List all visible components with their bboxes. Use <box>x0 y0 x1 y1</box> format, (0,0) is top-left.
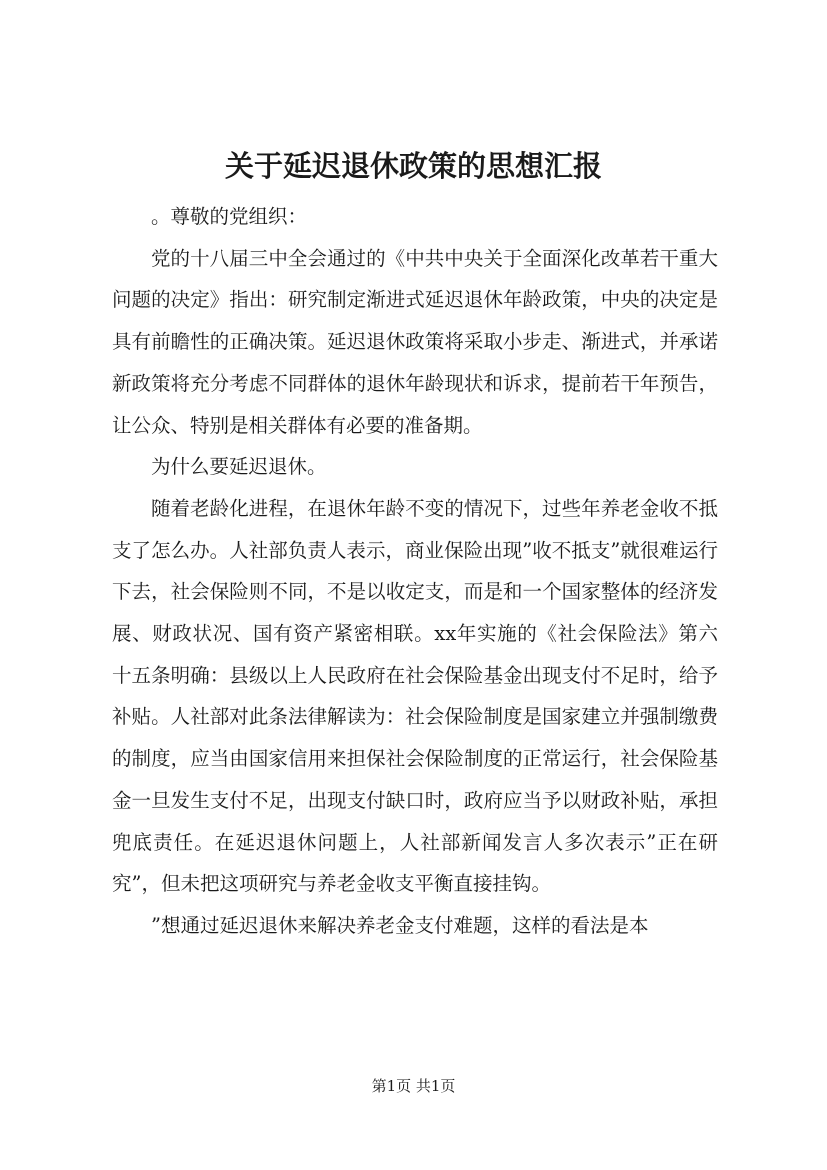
document-body <box>112 196 718 947</box>
paragraph-pension: 随着老龄化进程，在退休年龄不变的情况下，过些年养老金收不抵支了怎么办。人社部负责人表示，商业保险出现”收不抵支”就很难运行下去，社会保险则不同，不是以收定支，而是和一个国家整体的经济发展、财政状况、国有资产紧密相联。xx年实施的《社会保险法》第六十五条明确：县级以上人民政府在社会保险基金出现支付不足时，给予补贴。人社部对此条法律解读为：社会保险制度是国家建立并强制缴费的制度，应当由国家信用来担保社会保险制度的正常运行，社会保险基金一旦发生支付不足，出现支付缺口时，政府应当予以财政补贴，承担兜底责任。在延迟退休问题上，人社部新闻发言人多次表示”正在研究”，但未把这项研究与养老金收支平衡直接挂钩。 <box>112 496 718 896</box>
salutation: 。尊敬的党组织： <box>151 205 308 228</box>
paragraph-decision: 党的十八届三中全会通过的《中共中央关于全面深化改革若干重大问题的决定》指出：研究制定渐进式延迟退休年龄政策，中央的决定是具有前瞻性的正确决策。延迟退休政策将采取小步走、渐进式，并承诺新政策将充分考虑不同群体的退休年龄现状和诉求，提前若干年预告，让公众、特别是相关群体有必要的准备期。 <box>112 246 718 437</box>
paragraph-continued: ”想通过延迟退休来解决养老金支付难题，这样的看法是本 <box>151 913 649 937</box>
page-number: 第1页 共1页 <box>371 1077 456 1095</box>
page-title: 关于延迟退休政策的思想汇报 <box>224 149 602 183</box>
paragraph-why-heading: 为什么要延迟退休。 <box>151 455 327 479</box>
